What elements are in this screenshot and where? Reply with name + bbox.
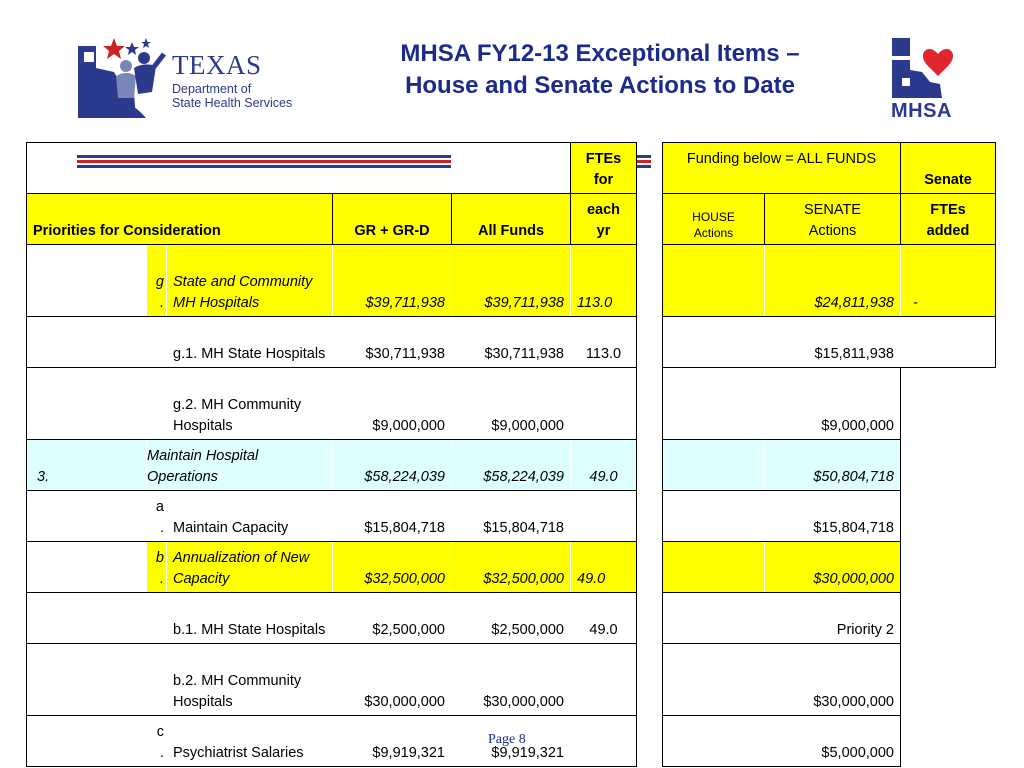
gap-cell bbox=[637, 317, 663, 368]
row-num bbox=[27, 644, 147, 716]
senate-actions-header: SENATE Actions bbox=[765, 194, 901, 245]
row-letter bbox=[147, 317, 167, 368]
gap-cell bbox=[637, 143, 663, 194]
row-ftes-added: - bbox=[901, 245, 996, 317]
table-row bbox=[27, 368, 996, 440]
row-house bbox=[663, 491, 765, 542]
row-ftes bbox=[571, 368, 637, 440]
texas-dshs-logo bbox=[74, 32, 304, 120]
row-ftes: 113.0 bbox=[571, 245, 637, 317]
row-gr: $32,500,000 bbox=[333, 542, 452, 593]
row-gr: $58,224,039 bbox=[333, 440, 452, 491]
row-label: b.2. MH Community Hospitals bbox=[167, 644, 333, 716]
table-row bbox=[27, 542, 996, 593]
row-ftes: 113.0 bbox=[571, 317, 637, 368]
title-line2: House and Senate Actions to Date bbox=[405, 72, 795, 99]
row-gr: $15,804,718 bbox=[333, 491, 452, 542]
ftes-label-2: for bbox=[593, 171, 614, 188]
exceptional-items-table bbox=[26, 142, 996, 767]
row-house bbox=[663, 440, 765, 491]
row-label: b.1. MH State Hospitals bbox=[167, 593, 333, 644]
row-letter bbox=[147, 368, 167, 440]
row-num bbox=[27, 491, 147, 542]
gap-cell bbox=[637, 368, 663, 440]
house-actions-header: HOUSE Actions bbox=[663, 194, 765, 245]
row-gr: $9,919,321 bbox=[333, 716, 452, 767]
gap-cell bbox=[637, 716, 663, 767]
table-row bbox=[27, 440, 996, 491]
gap-cell bbox=[637, 644, 663, 716]
funding-note-cell: Funding below = ALL FUNDS bbox=[663, 143, 901, 194]
row-house bbox=[663, 716, 765, 767]
row-label: State and Community MH Hospitals bbox=[167, 245, 333, 317]
table-row bbox=[27, 644, 996, 716]
dshs-department-name bbox=[172, 82, 312, 110]
mhsa-wordmark: MHSA bbox=[891, 100, 952, 122]
gap-cell bbox=[637, 245, 663, 317]
ftes-added-header: FTEs added bbox=[901, 194, 996, 245]
row-letter: g . bbox=[147, 245, 167, 317]
table-row bbox=[27, 491, 996, 542]
row-senate: $24,811,938 bbox=[765, 245, 901, 317]
row-all-funds: $30,711,938 bbox=[452, 317, 571, 368]
row-all-funds: $32,500,000 bbox=[452, 542, 571, 593]
gap-cell bbox=[901, 440, 996, 491]
row-senate: $9,000,000 bbox=[765, 368, 901, 440]
row-ftes bbox=[571, 716, 637, 767]
row-house bbox=[663, 245, 765, 317]
row-all-funds: $2,500,000 bbox=[452, 593, 571, 644]
gap-cell bbox=[901, 491, 996, 542]
row-ftes: 49.0 bbox=[571, 542, 637, 593]
mhsa-logo bbox=[888, 34, 960, 126]
row-label: Maintain Capacity bbox=[167, 491, 333, 542]
texas-wordmark: TEXAS bbox=[172, 50, 262, 80]
row-num bbox=[27, 593, 147, 644]
row-senate: $15,811,938 bbox=[765, 317, 901, 368]
row-senate: Priority 2 bbox=[765, 593, 901, 644]
gr-header: GR + GR-D bbox=[333, 194, 452, 245]
row-gr: $9,000,000 bbox=[333, 368, 452, 440]
row-ftes-added bbox=[901, 317, 996, 368]
row-ftes: 49.0 bbox=[571, 593, 637, 644]
row-ftes bbox=[571, 491, 637, 542]
row-gr: $2,500,000 bbox=[333, 593, 452, 644]
row-num: 3. bbox=[27, 440, 147, 491]
row-all-funds: $39,711,938 bbox=[452, 245, 571, 317]
gap-cell bbox=[901, 368, 996, 440]
row-gr: $30,000,000 bbox=[333, 644, 452, 716]
all-funds-header: All Funds bbox=[452, 194, 571, 245]
row-house bbox=[663, 317, 765, 368]
row-label: g.1. MH State Hospitals bbox=[167, 317, 333, 368]
dshs-emblem-icon bbox=[74, 32, 170, 120]
decorative-stripes-cell bbox=[27, 143, 452, 194]
row-letter: a . bbox=[147, 491, 167, 542]
row-letter bbox=[147, 644, 167, 716]
ftes-label-3: each bbox=[586, 202, 621, 218]
all-funds-header-blank bbox=[452, 143, 571, 194]
row-all-funds: $9,000,000 bbox=[452, 368, 571, 440]
page-title bbox=[330, 38, 870, 102]
row-letter bbox=[147, 593, 167, 644]
gap-cell bbox=[901, 644, 996, 716]
ftes-header-bottom bbox=[571, 194, 637, 245]
header-row-1 bbox=[27, 143, 996, 194]
row-senate: $30,000,000 bbox=[765, 542, 901, 593]
dept-line2: State Health Services bbox=[172, 96, 293, 110]
senate-header-cell: Senate bbox=[901, 143, 996, 194]
row-gr: $39,711,938 bbox=[333, 245, 452, 317]
gap-cell bbox=[637, 194, 663, 245]
row-letter: b . bbox=[147, 542, 167, 593]
row-ftes: 49.0 bbox=[571, 440, 637, 491]
row-house bbox=[663, 368, 765, 440]
row-senate: $15,804,718 bbox=[765, 491, 901, 542]
gap-cell bbox=[901, 716, 996, 767]
row-num bbox=[27, 716, 147, 767]
title-line1: MHSA FY12-13 Exceptional Items – bbox=[400, 40, 800, 67]
table-row bbox=[27, 593, 996, 644]
row-all-funds: $9,919,321 bbox=[452, 716, 571, 767]
row-label: Annualization of New Capacity bbox=[167, 542, 333, 593]
mhsa-emblem-icon bbox=[888, 34, 960, 100]
row-house bbox=[663, 593, 765, 644]
row-num bbox=[27, 542, 147, 593]
row-senate: $5,000,000 bbox=[765, 716, 901, 767]
priorities-header: Priorities for Consideration bbox=[27, 194, 333, 245]
gap-cell bbox=[637, 593, 663, 644]
ftes-label-1: FTEs bbox=[585, 151, 622, 167]
header-row-2 bbox=[27, 194, 996, 245]
row-num bbox=[27, 368, 147, 440]
row-house bbox=[663, 644, 765, 716]
gap-cell bbox=[637, 440, 663, 491]
row-all-funds: $30,000,000 bbox=[452, 644, 571, 716]
flag-stripes-end-icon bbox=[637, 155, 651, 171]
page-number: Page 8 bbox=[488, 732, 526, 747]
gap-cell bbox=[637, 542, 663, 593]
row-gr: $30,711,938 bbox=[333, 317, 452, 368]
flag-stripes-icon bbox=[77, 155, 452, 171]
row-all-funds: $58,224,039 bbox=[452, 440, 571, 491]
row-label: g.2. MH Community Hospitals bbox=[167, 368, 333, 440]
row-num bbox=[27, 245, 147, 317]
row-house bbox=[663, 542, 765, 593]
row-label: Psychiatrist Salaries bbox=[167, 716, 333, 767]
row-label: Maintain Hospital Operations bbox=[147, 440, 333, 491]
table-row bbox=[27, 317, 996, 368]
row-senate: $50,804,718 bbox=[765, 440, 901, 491]
dept-line1: Department of bbox=[172, 82, 252, 96]
table-row bbox=[27, 245, 996, 317]
gap-cell bbox=[901, 542, 996, 593]
row-num bbox=[27, 317, 147, 368]
ftes-header-top bbox=[571, 143, 637, 194]
gap-cell bbox=[637, 491, 663, 542]
row-ftes bbox=[571, 644, 637, 716]
row-all-funds: $15,804,718 bbox=[452, 491, 571, 542]
row-letter: c . bbox=[147, 716, 167, 767]
ftes-label-4: yr bbox=[596, 222, 611, 239]
gap-cell bbox=[901, 593, 996, 644]
row-senate: $30,000,000 bbox=[765, 644, 901, 716]
